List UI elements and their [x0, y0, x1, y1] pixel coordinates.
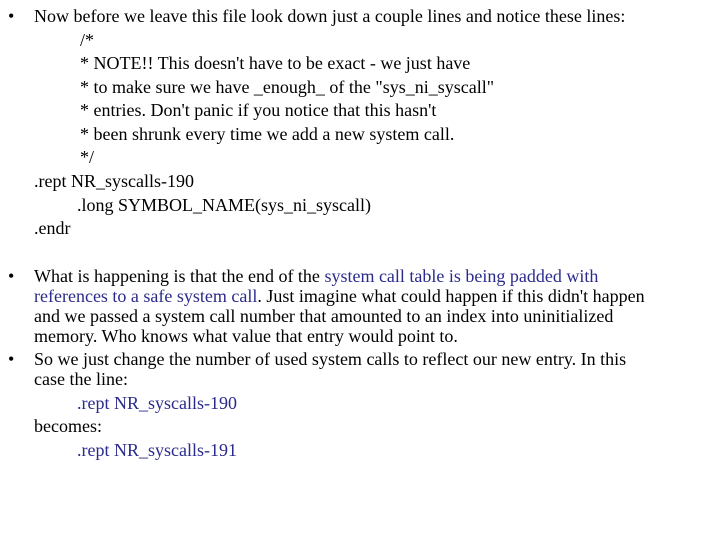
code-line: .endr	[34, 218, 71, 238]
explanation-line	[34, 266, 714, 286]
explanation-paragraph	[34, 266, 714, 346]
highlight-text: system call table is being padded with	[324, 266, 599, 286]
code-line: .long SYMBOL_NAME(sys_ni_syscall)	[77, 195, 372, 215]
bullet-marker: •	[8, 349, 15, 369]
explanation-text: . Just imagine what could happen if this didn't happen	[257, 286, 645, 306]
explanation-line	[34, 286, 714, 306]
code-line: * to make sure we have _enough_ of the "sys_ni_syscall"	[80, 77, 495, 97]
old-value: .rept NR_syscalls-190	[77, 393, 237, 413]
highlight-text: references to a safe system call	[34, 286, 258, 306]
explanation-text: What is happening is that the end of the	[34, 266, 325, 286]
code-line: .rept NR_syscalls-190	[34, 171, 194, 191]
change-text: case the line:	[34, 369, 128, 389]
explanation-line: and we passed a system call number that amounted to an index into uninitialized	[34, 306, 614, 326]
code-line: * NOTE!! This doesn't have to be exact - we just have	[80, 53, 471, 73]
new-value: .rept NR_syscalls-191	[77, 440, 237, 460]
code-line: */	[80, 147, 95, 167]
becomes-label: becomes:	[34, 416, 102, 436]
code-line: /*	[80, 30, 95, 50]
intro-text: Now before we leave this file look down just a couple lines and notice these lines:	[34, 6, 626, 26]
code-line: * entries. Don't panic if you notice that this hasn't	[80, 100, 437, 120]
bullet-marker: •	[8, 266, 15, 286]
bullet-marker: •	[8, 6, 15, 26]
explanation-line: memory. Who knows what value that entry would point to.	[34, 326, 458, 346]
change-text: So we just change the number of used system calls to reflect our new entry. In this	[34, 349, 627, 369]
code-line: * been shrunk every time we add a new system call.	[80, 124, 455, 144]
